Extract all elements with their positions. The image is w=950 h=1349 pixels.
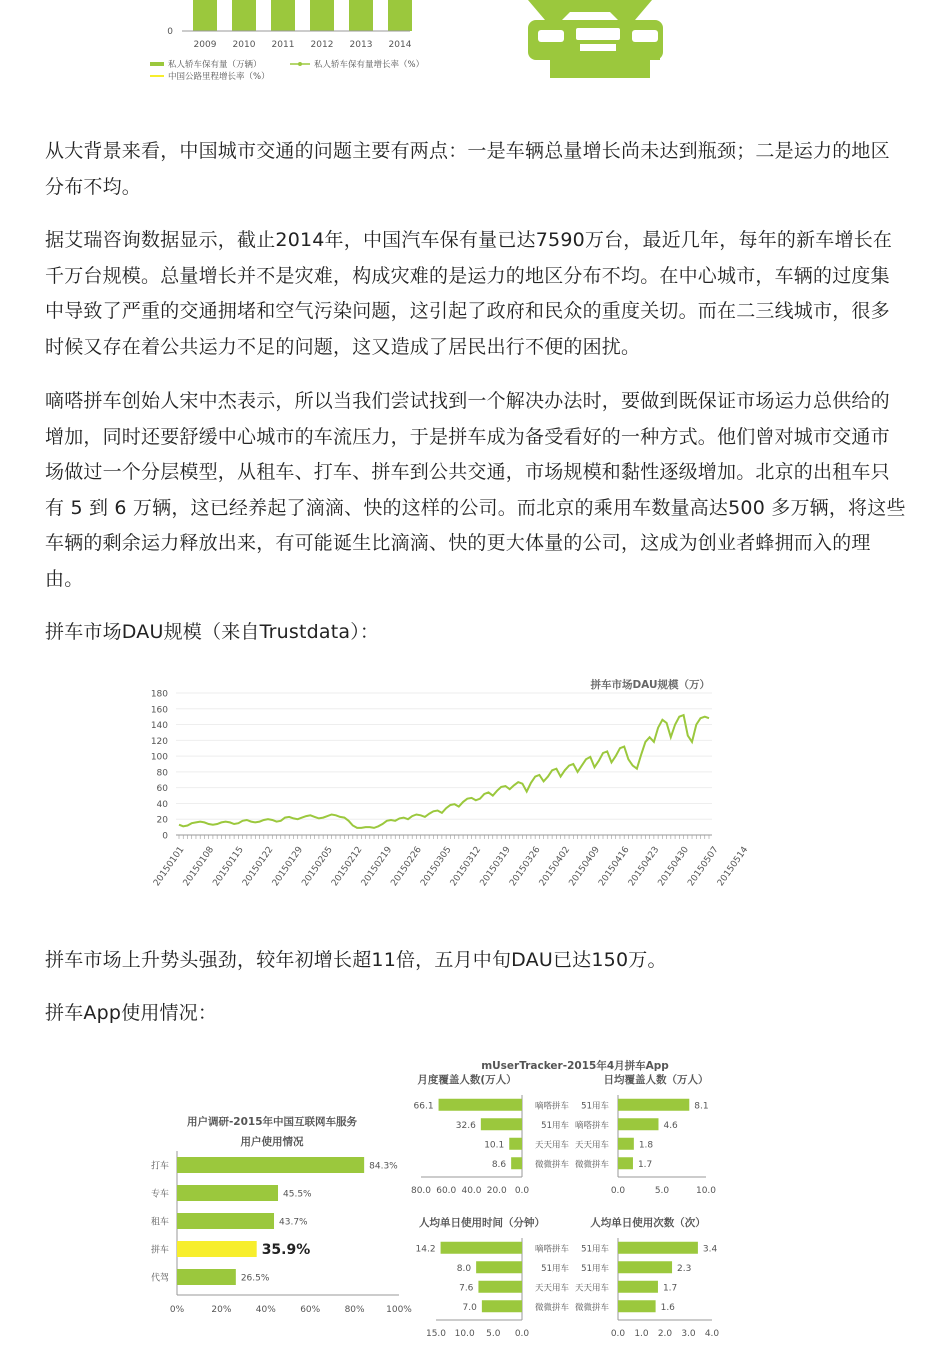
app-bar xyxy=(481,1118,522,1130)
app-x-tick: 10.0 xyxy=(695,1186,717,1196)
survey-x-tick: 20% xyxy=(211,1305,232,1315)
dau-y-tick: 40 xyxy=(156,799,168,810)
app-category: 天天用车 xyxy=(574,1140,609,1151)
survey-bar xyxy=(177,1157,364,1173)
dau-x-tick: 20150212 xyxy=(330,844,365,889)
app-category: 51用车 xyxy=(541,1263,569,1274)
app-x-tick: 3.0 xyxy=(681,1329,696,1339)
dau-x-tick: 20150115 xyxy=(211,844,246,889)
app-value-label: 8.6 xyxy=(491,1159,507,1170)
dau-y-tick: 140 xyxy=(150,721,168,732)
app-x-tick: 20.0 xyxy=(486,1186,507,1196)
legend-line-marker xyxy=(298,62,302,66)
top-x-tick: 2014 xyxy=(388,40,412,50)
app-value-label: 2.3 xyxy=(677,1263,692,1274)
app-category: 嘀嗒拼车 xyxy=(534,1244,569,1255)
app-category: 微微拼车 xyxy=(534,1302,569,1313)
app-usage-charts xyxy=(405,1052,725,1345)
app-bar xyxy=(618,1281,658,1293)
app-value-label: 66.1 xyxy=(413,1101,434,1112)
app-panel-title: 人均单日使用次数（次） xyxy=(590,1217,706,1229)
app-value-label: 8.0 xyxy=(456,1263,472,1274)
app-value-label: 14.2 xyxy=(415,1244,436,1255)
top-bar xyxy=(349,0,373,31)
car-icon xyxy=(528,0,670,78)
app-value-label: 1.6 xyxy=(660,1302,675,1313)
app-x-tick: 10.0 xyxy=(454,1329,475,1339)
app-category: 天天用车 xyxy=(534,1140,569,1151)
app-x-tick: 40.0 xyxy=(461,1186,482,1196)
dau-chart-figure xyxy=(140,672,751,896)
app-x-tick: 4.0 xyxy=(704,1329,720,1339)
app-value-label: 32.6 xyxy=(455,1120,476,1131)
survey-x-tick: 100% xyxy=(386,1305,412,1315)
survey-bar xyxy=(177,1185,278,1201)
app-bar xyxy=(482,1300,522,1312)
top-figure xyxy=(140,0,725,85)
survey-category: 专车 xyxy=(150,1189,169,1200)
top-bar xyxy=(232,0,256,31)
dau-x-tick: 20150101 xyxy=(151,844,187,889)
survey-x-tick: 0% xyxy=(169,1305,185,1315)
app-category: 51用车 xyxy=(581,1101,609,1112)
app-panel-title: 日均覆盖人数（万人） xyxy=(603,1074,709,1086)
app-bar xyxy=(509,1138,522,1150)
app-value-label: 7.6 xyxy=(459,1283,474,1294)
survey-value-label: 45.5% xyxy=(283,1189,312,1200)
survey-bar-chart xyxy=(140,1108,410,1313)
survey-category: 代驾 xyxy=(150,1273,169,1284)
app-bar xyxy=(618,1300,656,1312)
app-chart-figure xyxy=(405,1052,725,1345)
dau-y-tick: 160 xyxy=(150,705,168,716)
survey-title-line1: 用户调研-2015年中国互联网车服务 xyxy=(186,1116,358,1128)
dau-x-tick: 20150305 xyxy=(419,844,454,889)
app-x-tick: 5.0 xyxy=(486,1329,501,1339)
survey-bar xyxy=(177,1241,257,1257)
survey-value-label: 43.7% xyxy=(279,1217,308,1228)
app-x-tick: 0.0 xyxy=(610,1329,626,1339)
survey-bar xyxy=(177,1269,236,1285)
top-x-tick: 2012 xyxy=(310,40,334,50)
survey-x-tick: 60% xyxy=(300,1305,321,1315)
app-category: 嘀嗒拼车 xyxy=(534,1101,569,1112)
top-x-tick: 2010 xyxy=(232,40,256,50)
top-bar-chart xyxy=(140,0,725,85)
app-x-tick: 15.0 xyxy=(425,1329,447,1339)
survey-category: 打车 xyxy=(150,1161,169,1172)
app-x-tick: 1.0 xyxy=(634,1329,649,1339)
survey-title-line2: 用户使用情况 xyxy=(240,1136,304,1148)
dau-y-tick: 20 xyxy=(156,815,168,826)
dau-y-tick: 60 xyxy=(156,784,168,795)
top-bar xyxy=(388,0,412,31)
paragraph-background: 从大背景来看，中国城市交通的问题主要有两点：一是车辆总量增长尚未达到瓶颈；二是运力的地区分布不均。 xyxy=(45,140,890,198)
app-x-tick: 0.0 xyxy=(610,1186,626,1196)
app-value-label: 8.1 xyxy=(694,1101,709,1112)
app-bar xyxy=(618,1242,698,1254)
app-x-tick: 80.0 xyxy=(410,1186,432,1196)
app-value-label: 1.7 xyxy=(662,1283,678,1294)
survey-value-label: 35.9% xyxy=(261,1242,311,1258)
dau-x-tick: 20150423 xyxy=(626,844,662,889)
app-x-tick: 5.0 xyxy=(654,1186,670,1196)
survey-category: 拼车 xyxy=(150,1245,169,1256)
app-main-title: mUserTracker-2015年4月拼车App xyxy=(481,1060,669,1072)
survey-chart-figure xyxy=(140,1108,410,1313)
app-value-label: 1.7 xyxy=(637,1159,653,1170)
dau-x-tick: 20150507 xyxy=(686,844,721,889)
app-category: 微微拼车 xyxy=(534,1159,569,1170)
survey-x-tick: 80% xyxy=(344,1305,365,1315)
app-category: 51用车 xyxy=(541,1120,569,1131)
dau-x-tick: 20150402 xyxy=(537,844,573,889)
dau-y-tick: 180 xyxy=(150,689,168,700)
app-bar xyxy=(618,1099,689,1111)
app-bar xyxy=(618,1261,672,1273)
top-y-tick: 0 xyxy=(167,27,173,37)
survey-value-label: 84.3% xyxy=(369,1161,398,1172)
legend-bar-swatch xyxy=(150,62,164,66)
app-panel-title: 人均单日使用时间（分钟） xyxy=(419,1217,545,1229)
app-category: 天天用车 xyxy=(574,1283,609,1294)
dau-x-tick: 20150319 xyxy=(478,844,513,889)
app-bar xyxy=(478,1281,522,1293)
app-x-tick: 0.0 xyxy=(514,1329,530,1339)
dau-x-tick: 20150205 xyxy=(300,844,335,889)
legend-line-label: 私人轿车保有量增长率（%） xyxy=(314,60,425,70)
app-category: 嘀嗒拼车 xyxy=(574,1120,609,1131)
dau-x-tick: 20150514 xyxy=(715,844,751,889)
survey-value-label: 26.5% xyxy=(240,1273,270,1284)
dau-x-tick: 20150129 xyxy=(270,844,306,889)
app-panel-title: 月度覆盖人数(万人） xyxy=(417,1074,517,1086)
app-bar xyxy=(618,1157,633,1169)
app-value-label: 10.1 xyxy=(484,1140,505,1151)
dau-x-tick: 20150430 xyxy=(656,844,692,889)
paragraph-didapinche: 嘀嗒拼车创始人宋中杰表示，所以当我们尝试找到一个解决办法时，要做到既保证市场运力总供给的增加，同时还要舒缓中心城市的车流压力，于是拼车成为备受看好的一种方式。他们曾对城市交通市场做过一个分层模型，从租车、打车、拼车到公共交通，市场规模和黏性逐级增加。北京的出租车只有 5 到 6 万辆，这已经养起了滴滴、快的这样的公司。而北京的乘用车数量高达500 多万辆，将这些车辆的剩余运力释放出来，有可能诞生比滴滴、快的更大体量的公司，这成为创业者蜂拥而入的理由。 xyxy=(45,390,906,590)
app-category: 天天用车 xyxy=(534,1283,569,1294)
app-bar xyxy=(618,1118,658,1130)
dau-x-tick: 20150108 xyxy=(181,844,217,889)
app-bar xyxy=(439,1099,522,1111)
app-x-tick: 2.0 xyxy=(657,1329,673,1339)
top-bar xyxy=(193,0,217,31)
app-category: 微微拼车 xyxy=(574,1302,609,1313)
top-bar xyxy=(271,0,295,31)
survey-x-tick: 40% xyxy=(255,1305,276,1315)
app-category: 51用车 xyxy=(581,1244,609,1255)
app-value-label: 4.6 xyxy=(663,1120,678,1131)
app-value-label: 1.8 xyxy=(638,1140,654,1151)
app-category: 微微拼车 xyxy=(574,1159,609,1170)
dau-y-tick: 100 xyxy=(150,752,168,763)
app-value-label: 7.0 xyxy=(462,1302,477,1313)
legend-bar-label: 私人轿车保有量（万辆） xyxy=(168,60,262,70)
app-category: 51用车 xyxy=(581,1263,609,1274)
app-x-tick: 0.0 xyxy=(514,1186,530,1196)
dau-x-tick: 20150416 xyxy=(597,844,632,889)
dau-y-tick: 120 xyxy=(150,736,168,747)
dau-x-tick: 20150326 xyxy=(508,844,543,889)
dau-x-tick: 20150219 xyxy=(359,844,395,889)
dau-line-chart xyxy=(140,672,751,896)
app-bar xyxy=(511,1157,522,1169)
paragraph-app-caption: 拼车App使用情况： xyxy=(45,1002,218,1024)
dau-x-tick: 20150226 xyxy=(389,844,424,889)
legend-road-label: 中国公路里程增长率（%） xyxy=(168,72,270,82)
top-bar xyxy=(310,0,334,31)
app-bar xyxy=(476,1261,522,1273)
top-x-tick: 2011 xyxy=(271,40,295,50)
paragraph-iresearch: 据艾瑞咨询数据显示，截止2014年，中国汽车保有量已达7590万台，最近几年，每年的新车增长在千万台规模。总量增长并不是灾难，构成灾难的是运力的地区分布不均。在中心城市，车辆的过度集中导致了严重的交通拥堵和空气污染问题，这引起了政府和民众的重度关切。而在二三线城市，很多时候又存在着公共运力不足的问题，这又造成了居民出行不便的困扰。 xyxy=(45,229,893,358)
app-bar xyxy=(618,1138,634,1150)
top-x-tick: 2009 xyxy=(193,40,217,50)
dau-y-tick: 0 xyxy=(162,831,168,842)
paragraph-dau-summary: 拼车市场上升势头强劲，较年初增长超11倍，五月中旬DAU已达150万。 xyxy=(45,949,667,971)
survey-bar xyxy=(177,1213,274,1229)
dau-x-tick: 20150312 xyxy=(448,844,484,889)
app-x-tick: 60.0 xyxy=(436,1186,457,1196)
dau-chart-title: 拼车市场DAU规模（万） xyxy=(590,679,710,691)
paragraph-dau-caption: 拼车市场DAU规模（来自Trustdata）： xyxy=(45,621,380,643)
dau-y-tick: 80 xyxy=(156,768,168,779)
survey-category: 租车 xyxy=(150,1217,169,1228)
dau-x-tick: 20150122 xyxy=(241,844,276,889)
top-x-tick: 2013 xyxy=(349,40,373,50)
app-value-label: 3.4 xyxy=(702,1244,718,1255)
app-bar xyxy=(441,1242,522,1254)
dau-x-tick: 20150409 xyxy=(567,844,602,889)
